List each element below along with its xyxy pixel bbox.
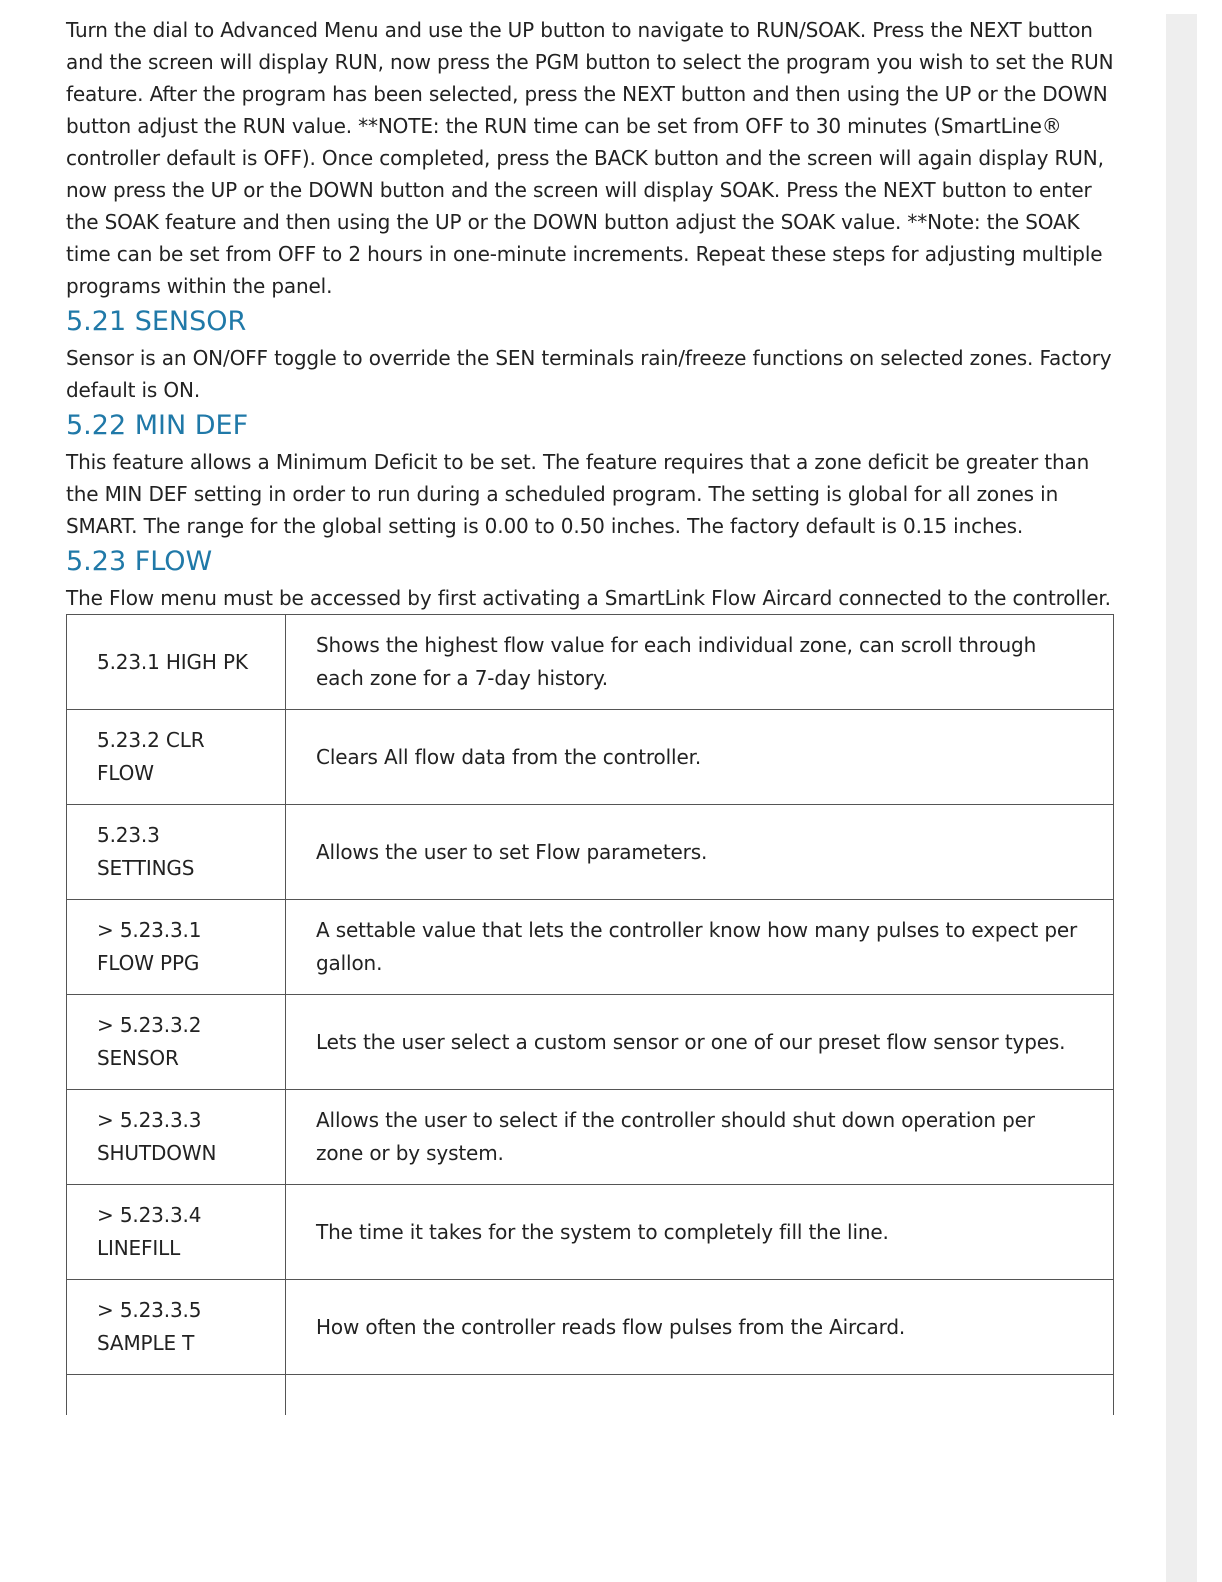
section-heading-sensor: 5.21 SENSOR <box>66 306 247 337</box>
table-row <box>67 900 1114 995</box>
table-row <box>67 615 1114 710</box>
table-cell-description: Shows the highest flow value for each individual zone, can scroll through each zone for a 7-day history. <box>286 615 1114 710</box>
table-cell-term: > 5.23.3.5 SAMPLE T <box>67 1280 286 1375</box>
section-text-min-def: This feature allows a Minimum Deficit to be set. The feature requires that a zone deficit be greater than the MIN DEF setting in order to run during a scheduled program. The setting is global for all zones in SMART. The range for the global setting is 0.00 to 0.50 inches. The factory default is 0.15 inches. <box>66 450 1090 538</box>
table-cell-term: 5.23.1 HIGH PK <box>67 615 286 710</box>
table-cell-term: > 5.23.3.4 LINEFILL <box>67 1185 286 1280</box>
table-cell-term: 5.23.2 CLR FLOW <box>67 710 286 805</box>
table-cell-description: A settable value that lets the controller know how many pulses to expect per gallon. <box>286 900 1114 995</box>
table-cell-empty <box>286 1375 1114 1416</box>
table-cell-term: > 5.23.3.3 SHUTDOWN <box>67 1090 286 1185</box>
section-text-sensor: Sensor is an ON/OFF toggle to override the SEN terminals rain/freeze functions on selected zones. Factory default is ON. <box>66 346 1112 402</box>
table-row-partial <box>67 1375 1114 1416</box>
table-cell-description: Clears All flow data from the controller. <box>286 710 1114 805</box>
table-cell-description: Lets the user select a custom sensor or one of our preset flow sensor types. <box>286 995 1114 1090</box>
flow-menu-table <box>66 614 1114 1415</box>
table-cell-term: > 5.23.3.1 FLOW PPG <box>67 900 286 995</box>
table-cell-description: The time it takes for the system to completely fill the line. <box>286 1185 1114 1280</box>
table-row <box>67 1090 1114 1185</box>
table-row <box>67 1185 1114 1280</box>
scrollbar-track[interactable] <box>1166 14 1197 1582</box>
section-heading-flow: 5.23 FLOW <box>66 546 213 577</box>
table-cell-description: Allows the user to set Flow parameters. <box>286 805 1114 900</box>
table-cell-term: > 5.23.3.2 SENSOR <box>67 995 286 1090</box>
table-cell-empty <box>67 1375 286 1416</box>
table-cell-term: 5.23.3 SETTINGS <box>67 805 286 900</box>
table-cell-description: Allows the user to select if the controller should shut down operation per zone or by system. <box>286 1090 1114 1185</box>
table-row <box>67 1280 1114 1375</box>
table-row <box>67 805 1114 900</box>
table-row <box>67 710 1114 805</box>
section-text-flow: The Flow menu must be accessed by first activating a SmartLink Flow Aircard connected to the controller. <box>66 586 1111 610</box>
section-heading-min-def: 5.22 MIN DEF <box>66 410 249 441</box>
table-row <box>67 995 1114 1090</box>
table-cell-description: How often the controller reads flow pulses from the Aircard. <box>286 1280 1114 1375</box>
document-content <box>66 14 1114 1415</box>
intro-paragraph: Turn the dial to Advanced Menu and use the UP button to navigate to RUN/SOAK. Press the NEXT button and the screen will display RUN, now press the PGM button to select the program you wish to set the RUN feature. After the program has been selected, press the NEXT button and then using the UP or the DOWN button adjust the RUN value. **NOTE: the RUN time can be set from OFF to 30 minutes (SmartLine® controller default is OFF). Once completed, press the BACK button and the screen will again display RUN, now press the UP or the DOWN button and the screen will display SOAK. Press the NEXT button to enter the SOAK feature and then using the UP or the DOWN button adjust the SOAK value. **Note: the SOAK time can be set from OFF to 2 hours in one-minute increments. Repeat these steps for adjusting multiple programs within the panel. <box>66 18 1114 298</box>
